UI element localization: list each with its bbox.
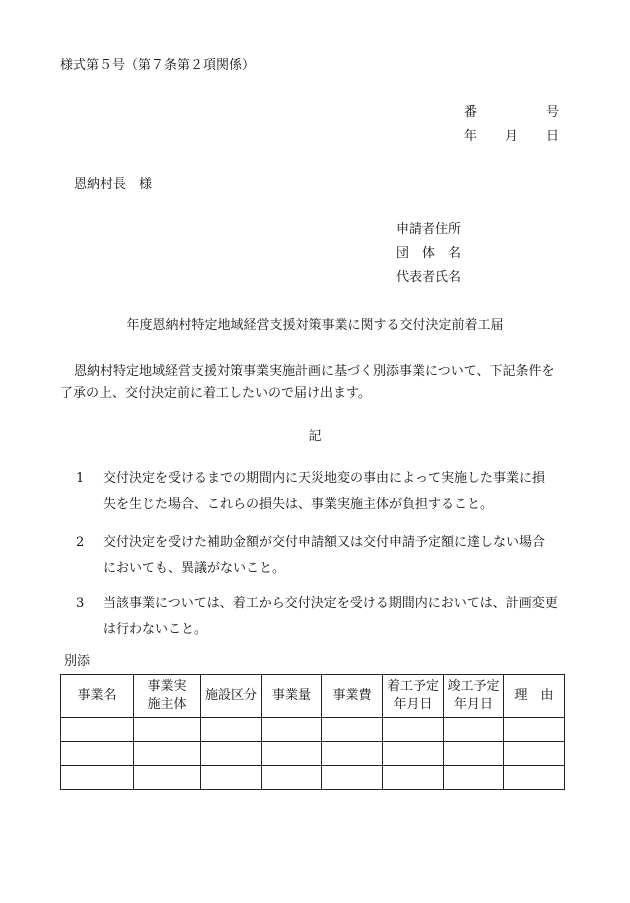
table-cell[interactable] [383, 718, 444, 742]
table-cell[interactable] [134, 766, 201, 790]
table-cell[interactable] [61, 742, 134, 766]
attachment-table [60, 674, 565, 790]
table-cell[interactable] [322, 718, 383, 742]
header-completion-date: 竣工予定 年月日 [444, 675, 504, 718]
table-row [61, 742, 565, 766]
table-cell[interactable] [504, 718, 565, 742]
condition-item [76, 466, 576, 518]
header-implementer: 事業実 施主体 [134, 675, 201, 718]
condition-line: 交付決定を受けるまでの期間内に天災地変の事由によって実施した事業に損 [103, 471, 546, 486]
table-cell[interactable] [322, 742, 383, 766]
condition-line: 失を生じた場合、これらの損失は、事業実施主体が負担すること。 [103, 497, 494, 512]
number-suffix: 号 [546, 105, 560, 120]
table-cell[interactable] [134, 718, 201, 742]
body-line-1: 恩納村特定地域経営支援対策事業実施計画に基づく別添事業について、下記条件を [74, 364, 555, 379]
number-label: 番 [464, 105, 478, 120]
header-cost: 事業費 [322, 675, 383, 718]
ki-heading: 記 [308, 429, 322, 444]
table-row [61, 766, 565, 790]
table-cell[interactable] [444, 718, 504, 742]
page-title: 年度恩納村特定地域経営支援対策事業に関する交付決定前着工届 [126, 318, 504, 333]
condition-line: においても、異議がないこと。 [103, 561, 286, 576]
table-cell[interactable] [504, 766, 565, 790]
header-start-date: 着工予定 年月日 [383, 675, 444, 718]
condition-number: 3 [76, 596, 85, 611]
table-row [61, 718, 565, 742]
form-label: 様式第５号（第７条第２項関係） [60, 58, 256, 73]
condition-item [76, 530, 576, 582]
date-month: 月 [505, 129, 519, 144]
header-facility-category: 施設区分 [201, 675, 262, 718]
table-cell[interactable] [61, 718, 134, 742]
attachment-label: 別添 [64, 654, 91, 669]
date-day: 日 [546, 129, 560, 144]
table-cell[interactable] [201, 766, 262, 790]
table-cell[interactable] [201, 742, 262, 766]
condition-number: 2 [76, 535, 85, 550]
condition-item [76, 591, 576, 643]
table-cell[interactable] [61, 766, 134, 790]
table-cell[interactable] [134, 742, 201, 766]
table-header-row [61, 675, 565, 718]
date-year: 年 [464, 129, 478, 144]
table-cell[interactable] [444, 742, 504, 766]
header-reason: 理 由 [504, 675, 565, 718]
applicant-address-label: 申請者住所 [396, 222, 462, 237]
applicant-org-label: 団 体 名 [396, 246, 462, 261]
table-cell[interactable] [504, 742, 565, 766]
condition-number: 1 [76, 471, 85, 486]
table-cell[interactable] [262, 718, 322, 742]
condition-line: は行わないこと。 [103, 622, 208, 637]
applicant-rep-label: 代表者氏名 [396, 270, 462, 285]
addressee: 恩納村長 様 [74, 177, 153, 192]
condition-line: 当該事業については、着工から交付決定を受ける期間内においては、計画変更 [103, 596, 558, 611]
table-cell[interactable] [201, 718, 262, 742]
condition-line: 交付決定を受けた補助金額が交付申請額又は交付申請予定額に達しない場合 [103, 535, 546, 550]
body-line-2: 了承の上、交付決定前に着工したいので届け出ます。 [60, 386, 371, 401]
table-cell[interactable] [262, 766, 322, 790]
table-cell[interactable] [262, 742, 322, 766]
table-cell[interactable] [383, 742, 444, 766]
table-cell[interactable] [322, 766, 383, 790]
table-cell[interactable] [444, 766, 504, 790]
table-cell[interactable] [383, 766, 444, 790]
header-business-name: 事業名 [61, 675, 134, 718]
header-quantity: 事業量 [262, 675, 322, 718]
